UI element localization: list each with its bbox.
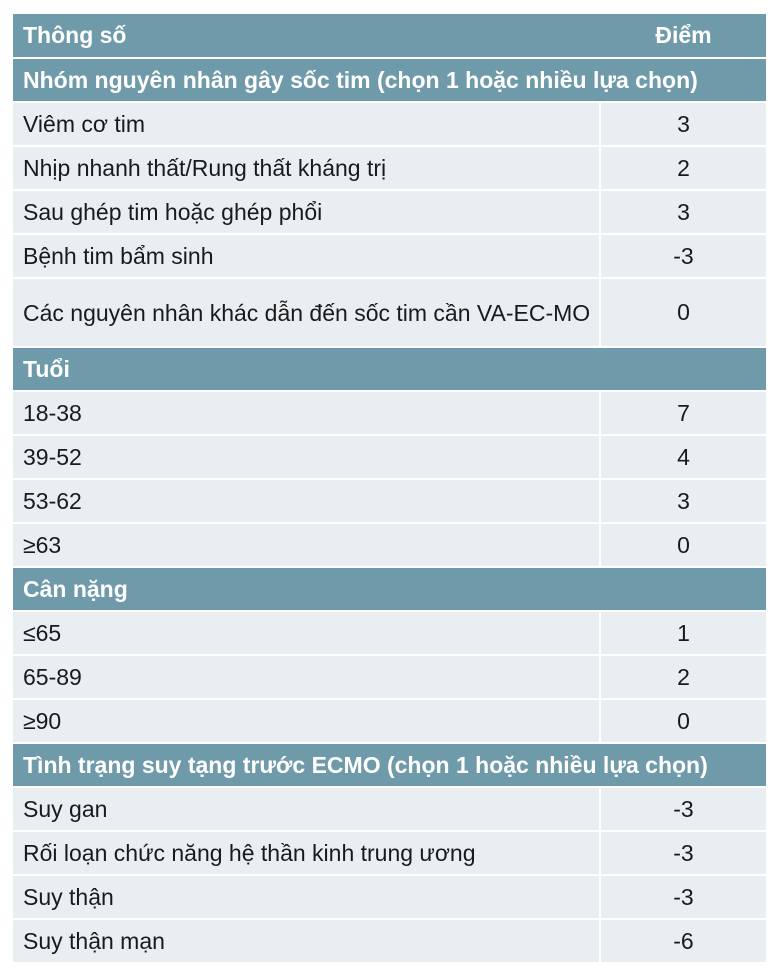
row-score: 0 [601, 279, 766, 346]
table-row [13, 656, 766, 698]
table-row [13, 832, 766, 874]
row-label: Các nguyên nhân khác dẫn đến sốc tim cần VA-EC-MO [13, 279, 599, 346]
row-label: ≥90 [13, 700, 599, 742]
row-label: Suy thận [13, 876, 599, 918]
row-label: 53-62 [13, 480, 599, 522]
table-row [13, 191, 766, 233]
row-score: 0 [601, 700, 766, 742]
section-title-text: Tình trạng suy tạng trước ECMO (chọn 1 hoặc nhiều lựa chọn) [23, 751, 708, 778]
row-label: Rối loạn chức năng hệ thần kinh trung ương [13, 832, 599, 874]
row-label: Bệnh tim bẩm sinh [13, 235, 599, 277]
table-row [13, 876, 766, 918]
table-header [13, 14, 766, 57]
section-title [13, 348, 766, 390]
row-score: -3 [601, 235, 766, 277]
row-score: 3 [601, 480, 766, 522]
row-label: ≤65 [13, 612, 599, 654]
table-row [13, 920, 766, 962]
table-row [13, 788, 766, 830]
table-row [13, 436, 766, 478]
row-score: 1 [601, 612, 766, 654]
section-title [13, 744, 766, 786]
row-score: 3 [601, 191, 766, 233]
row-label: Viêm cơ tim [13, 103, 599, 145]
table-row [13, 480, 766, 522]
row-label: 65-89 [13, 656, 599, 698]
row-label: ≥63 [13, 524, 599, 566]
header-param: Thông số [23, 22, 127, 48]
table-row [13, 392, 766, 434]
row-score: 2 [601, 656, 766, 698]
row-score: -3 [601, 832, 766, 874]
table-row [13, 103, 766, 145]
row-score: 3 [601, 103, 766, 145]
section-title [13, 59, 766, 101]
row-score: -6 [601, 920, 766, 962]
table-row [13, 279, 766, 346]
row-score: -3 [601, 788, 766, 830]
row-score: -3 [601, 876, 766, 918]
table-row [13, 612, 766, 654]
row-score: 0 [601, 524, 766, 566]
row-label: Suy gan [13, 788, 599, 830]
table-row [13, 524, 766, 566]
section-title-text: Tuổi [23, 355, 70, 382]
table-row [13, 147, 766, 189]
row-label: Sau ghép tim hoặc ghép phổi [13, 191, 599, 233]
section-title-text: Cân nặng [23, 575, 128, 602]
row-score: 7 [601, 392, 766, 434]
row-label: Nhịp nhanh thất/Rung thất kháng trị [13, 147, 599, 189]
table-row [13, 700, 766, 742]
row-label: 39-52 [13, 436, 599, 478]
section-title [13, 568, 766, 610]
row-score: 2 [601, 147, 766, 189]
section-title-text: Nhóm nguyên nhân gây sốc tim (chọn 1 hoặc nhiều lựa chọn) [23, 66, 698, 93]
score-table [13, 14, 766, 962]
header-score: Điểm [655, 22, 712, 48]
row-label: 18-38 [13, 392, 599, 434]
row-score: 4 [601, 436, 766, 478]
table-row [13, 235, 766, 277]
row-label: Suy thận mạn [13, 920, 599, 962]
